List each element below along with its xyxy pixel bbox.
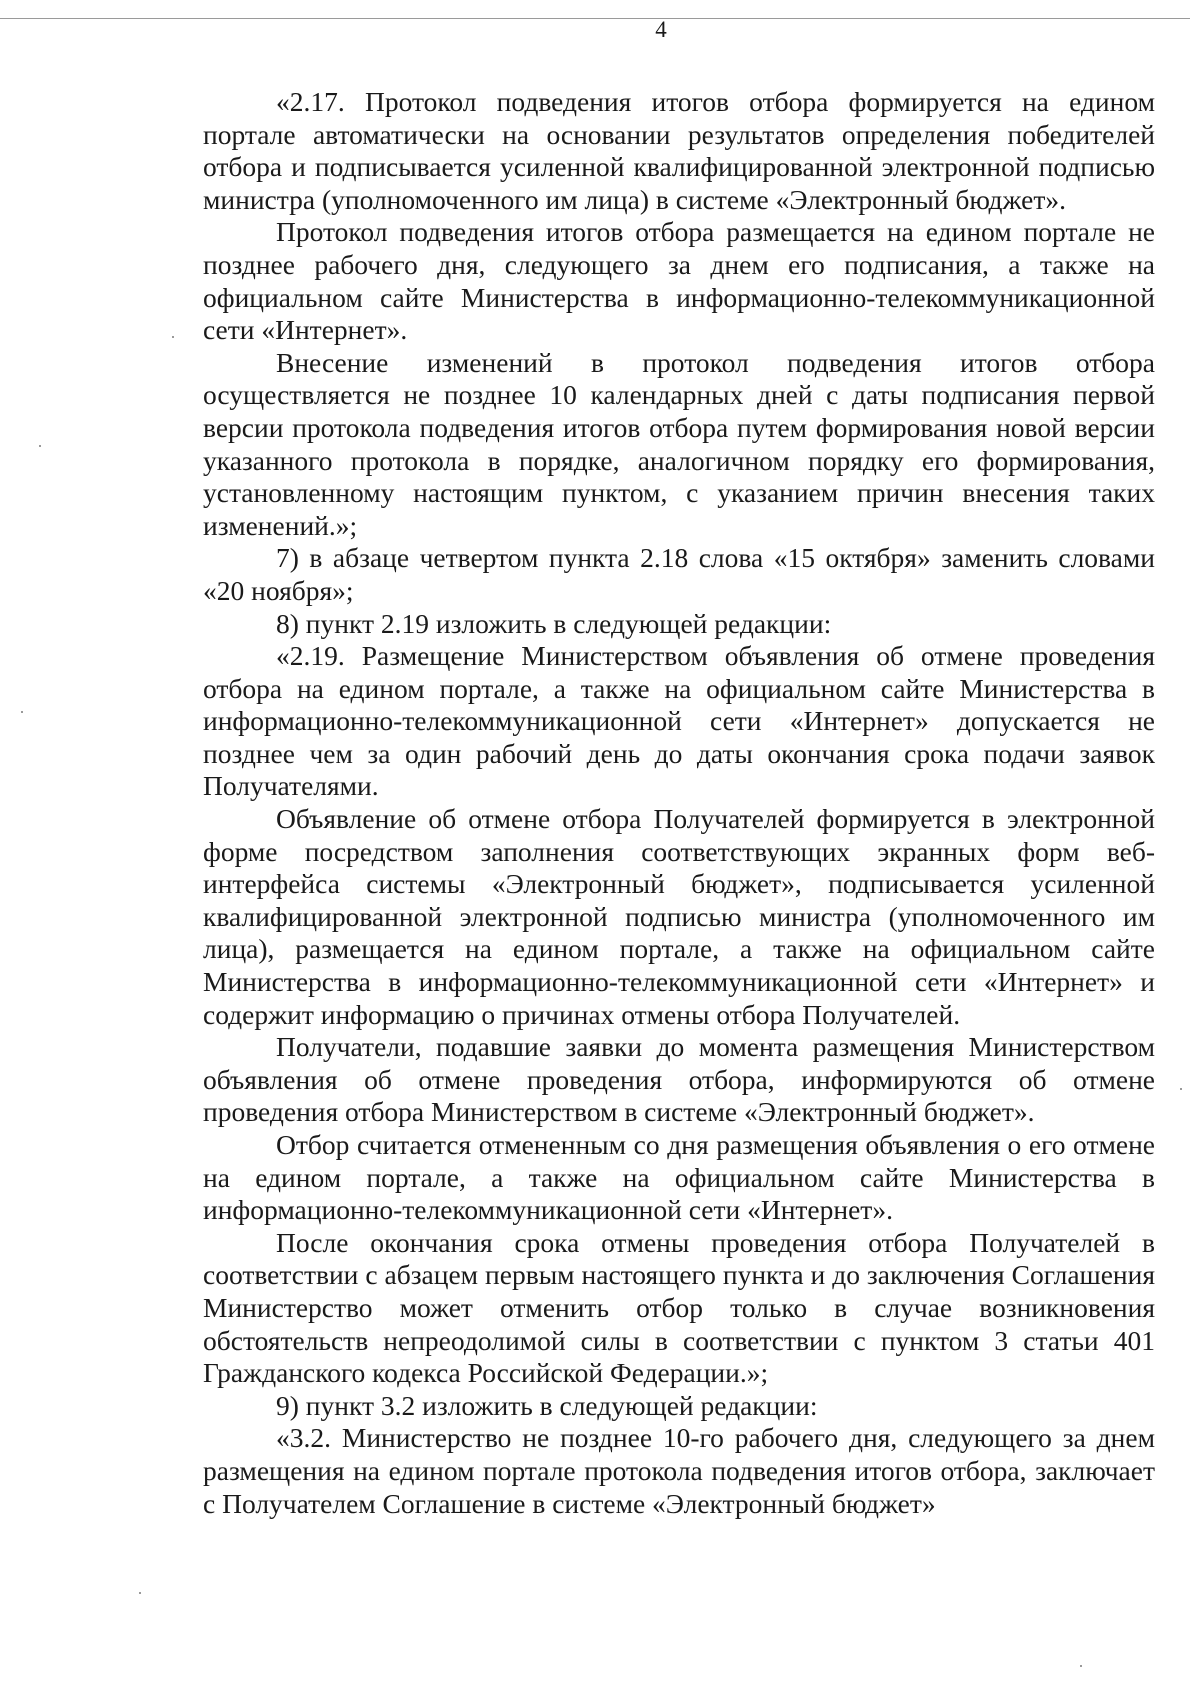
- scan-speck: [1080, 1665, 1082, 1667]
- paragraph-2-17: «2.17. Протокол подведения итогов отбора формируется на едином портале автоматически на основании результатов определения победителей отбора и подписывается усиленной квалифицированной электронной подписью министра (уполномоченного им лица) в системе «Электронный бюджет».: [203, 86, 1155, 215]
- paragraph-selection-cancelled: Отбор считается отмененным со дня размещения объявления о его отмене на едином портале, а также на официальном сайте Министерства в информационно-телекоммуникационной сети «Интернет».: [203, 1129, 1155, 1226]
- page-number: 4: [655, 17, 667, 42]
- paragraph-recipients-notified: Получатели, подавшие заявки до момента размещения Министерством объявления об отмене проведения отбора, информируются об отмене проведения отбора Министерством в системе «Электронный бюджет».: [203, 1031, 1155, 1128]
- document-body: [203, 86, 1155, 1520]
- scan-speck: [21, 711, 23, 713]
- paragraph-3-2: «3.2. Министерство не позднее 10-го рабочего дня, следующего за днем размещения на едином портале протокола подведения итогов отбора, заключает с Получателем Соглашение в системе «Электронный бюджет»: [203, 1422, 1155, 1519]
- paragraph-protocol-publication: Протокол подведения итогов отбора размещается на едином портале не позднее рабочего дня, следующего за днем его подписания, а также на официальном сайте Министерства в информационно-телекоммуникационной сети «Интернет».: [203, 216, 1155, 346]
- paragraph-item-8: 8) пункт 2.19 изложить в следующей редакции:: [276, 607, 832, 639]
- paragraph-force-majeure: После окончания срока отмены проведения отбора Получателей в соответствии с абзацем первым настоящего пункта и до заключения Соглашения Министерство может отменить отбор только в случае возникновения обстоятельств непреодолимой силы в соответствии с пунктом 3 статьи 401 Гражданского кодекса Российской Федерации.»;: [203, 1226, 1155, 1389]
- scan-speck: [139, 1592, 141, 1594]
- paragraph-item-7: 7) в абзаце четвертом пункта 2.18 слова «15 октября» заменить словами «20 ноября»;: [203, 542, 1155, 606]
- scan-speck: [39, 445, 41, 447]
- paragraph-2-19: «2.19. Размещение Министерством объявления об отмене проведения отбора на едином портале, а также на официальном сайте Министерства в информационно-телекоммуникационной сети «Интернет» допускается не позднее чем за один рабочий день до даты окончания срока подачи заявок Получателями.: [203, 640, 1155, 802]
- scan-speck: [172, 336, 174, 338]
- paragraph-cancellation-announcement: Объявление об отмене отбора Получателей формируется в электронной форме посредством заполнения соответствующих экранных форм веб-интерфейса системы «Электронный бюджет», подписывается усиленной квалифицированной электронной подписью министра (уполномоченного им лица), размещается на едином портале, а также на официальном сайте Министерства в информационно-телекоммуникационной сети «Интернет» и содержит информацию о причинах отмены отбора Получателей.: [203, 803, 1155, 1030]
- paragraph-item-9: 9) пункт 3.2 изложить в следующей редакции:: [276, 1389, 818, 1421]
- paragraph-protocol-amendments: Внесение изменений в протокол подведения итогов отбора осуществляется не позднее 10 календарных дней с даты подписания первой версии протокола подведения итогов отбора путем формирования новой версии указанного протокола в порядке, аналогичном порядку его формирования, установленному настоящим пунктом, с указанием причин внесения таких изменений.»;: [203, 346, 1155, 541]
- scan-speck: [1180, 1088, 1182, 1090]
